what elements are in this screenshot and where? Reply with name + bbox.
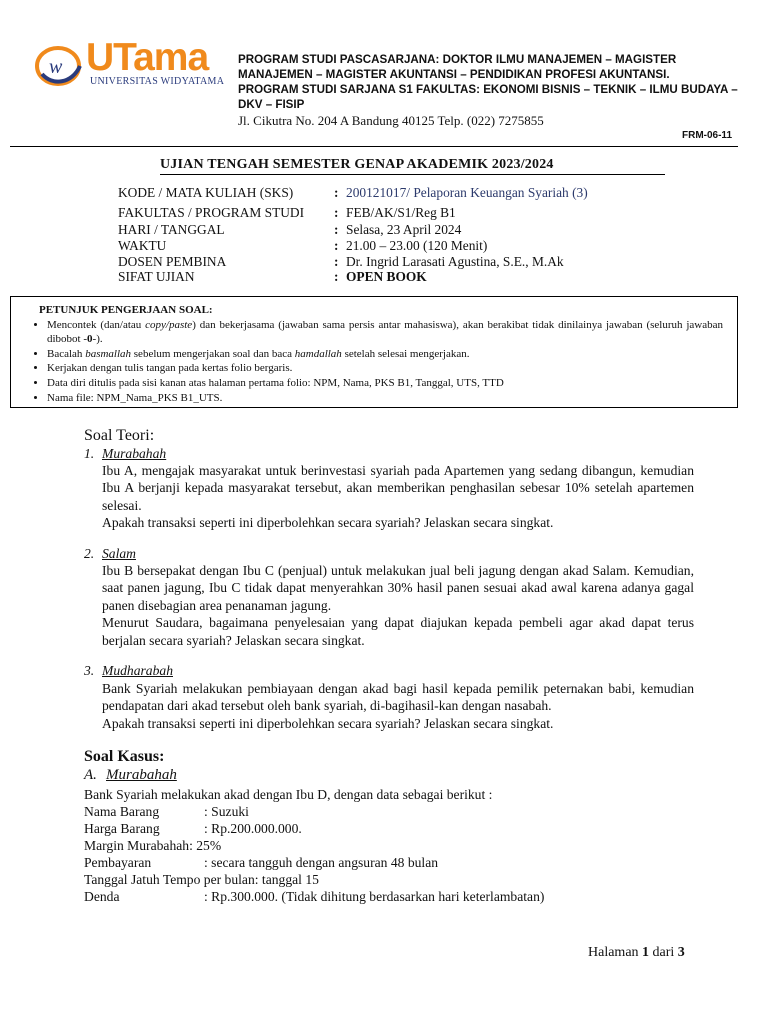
info-label: KODE / MATA KULIAH (SKS) [118,185,294,200]
instruction-item: • Data diri ditulis pada sisi kanan atas halaman pertama folio: NPM, Nama, PKS B1, Tanggal, UTS, TTD [47,377,723,391]
case-row: Margin Murabahah: 25% [84,838,222,853]
header-line-1: PROGRAM STUDI PASCASARJANA: DOKTOR ILMU MANAJEMEN – MAGISTER [238,53,677,66]
logo-emblem-icon [34,44,84,88]
header-line-3: PROGRAM STUDI SARJANA S1 FAKULTAS: EKONOMI BISNIS – TEKNIK – ILMU BUDAYA – [238,83,738,96]
instruction-item: • Bacalah basmallah sebelum mengerjakan soal dan baca hamdallah setelah selesai mengerjakan. [47,348,723,362]
info-colon: : [334,269,339,284]
info-label: WAKTU [118,238,167,253]
page-number: Halaman 1 dari 3 [588,945,685,960]
question-heading: 3. Mudharabah [84,663,173,678]
instructions-title: PETUNJUK PENGERJAAN SOAL: [39,304,213,316]
info-label: HARI / TANGGAL [118,222,225,237]
info-row [118,254,564,270]
info-colon: : [334,238,339,253]
logo-subtitle: UNIVERSITAS WIDYATAMA [90,76,225,87]
header-line-4: DKV – FISIP [238,98,305,111]
question-heading: 1. Murabahah [84,446,167,461]
info-label: FAKULTAS / PROGRAM STUDI [118,205,305,220]
header-address: Jl. Cikutra No. 204 A Bandung 40125 Telp. (022) 7275855 [238,113,544,128]
case-row: Denda : Rp.300.000. (Tidak dihitung berdasarkan hari keterlambatan) [84,889,545,904]
info-row [118,269,427,285]
info-value: 200121017/ Pelaporan Keuangan Syariah (3) [346,185,588,200]
header-line-2: MANAJEMEN – MAGISTER AKUNTANSI – PENDIDIKAN PROFESI AKUNTANSI. [238,68,670,81]
section-title-teori: Soal Teori: [84,427,155,444]
info-row [118,185,588,201]
case-row: Pembayaran : secara tangguh dengan angsuran 48 bulan [84,855,439,870]
question-body: Ibu B bersepakat dengan Ibu C (penjual) untuk melakukan jual beli jagung dengan akad Salam. Kemudian, saat panen jagung, Ibu C tidak dapat menyerahkan 30% hasil panen sesuai akad awal karena adanya gagal panen disebagian area penanaman jagung. Menurut Saudara, bagaimana penyelesaian yang dapat diajukan kepada pembeli agar akad dapat terus berjalan secara syariah? Jelaskan secara singkat. [102,563,694,648]
info-value: Selasa, 23 April 2024 [346,222,462,237]
case-row: Tanggal Jatuh Tempo per bulan: tanggal 15 [84,872,319,887]
info-value: Dr. Ingrid Larasati Agustina, S.E., M.Ak [346,254,564,269]
question-body: Ibu A, mengajak masyarakat untuk berinvestasi syariah pada Apartemen yang sedang dibangun, kemudian Ibu A berjanji kepada masyarakat tersebut, akan memberikan penghasilan sebesar 10% setelah apartemen selesai. Apakah transaksi seperti ini diperbolehkan secara syariah? Jelaskan secara singkat. [102,463,694,531]
info-label: DOSEN PEMBINA [118,254,227,269]
info-row [118,205,456,221]
case-row: Harga Barang : Rp.200.000.000. [84,821,302,836]
info-value: 21.00 – 23.00 (120 Menit) [346,238,488,253]
question-heading: 2. Salam [84,546,136,561]
instruction-item: • Kerjakan dengan tulis tangan pada kertas folio bergaris. [47,362,723,376]
form-code: FRM-06-11 [681,130,732,141]
exam-title: UJIAN TENGAH SEMESTER GENAP AKADEMIK 2023/2024 [160,157,554,172]
info-colon: : [334,185,339,200]
instructions-box [10,296,738,408]
question-body: Bank Syariah melakukan pembiayaan dengan akad bagi hasil kepada pemilik peternakan babi, kemudian pendapatan dari akad tersebut oleh bank syariah, di-bagihasil-kan dengan nasabah. Apakah transaksi seperti ini diperbolehkan secara syariah? Jelaskan secara singkat. [102,681,694,731]
instructions-list [31,319,723,407]
university-logo [34,36,230,94]
info-label: SIFAT UJIAN [118,269,195,284]
info-row [118,238,487,254]
logo-wordmark: UTama [86,36,209,79]
info-value: FEB/AK/S1/Reg B1 [346,205,456,220]
info-value: OPEN BOOK [346,269,427,284]
title-underline [160,174,665,175]
case-intro: Bank Syariah melakukan akad dengan Ibu D, dengan data sebagai berikut : [84,787,493,802]
case-row: Nama Barang : Suzuki [84,804,249,819]
header-divider [10,146,738,147]
svg-text:w: w [49,56,63,78]
instruction-item: • Mencontek (dan/atau copy/paste) dan bekerjasama (jawaban sama persis antar mahasiswa), akan berakibat tidak dinilainya jawaban (seluruh jawaban dibobot -0-). [47,319,723,347]
info-row [118,222,461,238]
case-heading: A. Murabahah [84,767,177,783]
info-colon: : [334,254,339,269]
info-colon: : [334,205,339,220]
info-colon: : [334,222,339,237]
instruction-item: • Nama file: NPM_Nama_PKS B1_UTS. [47,392,723,406]
section-title-kasus: Soal Kasus: [84,748,165,765]
